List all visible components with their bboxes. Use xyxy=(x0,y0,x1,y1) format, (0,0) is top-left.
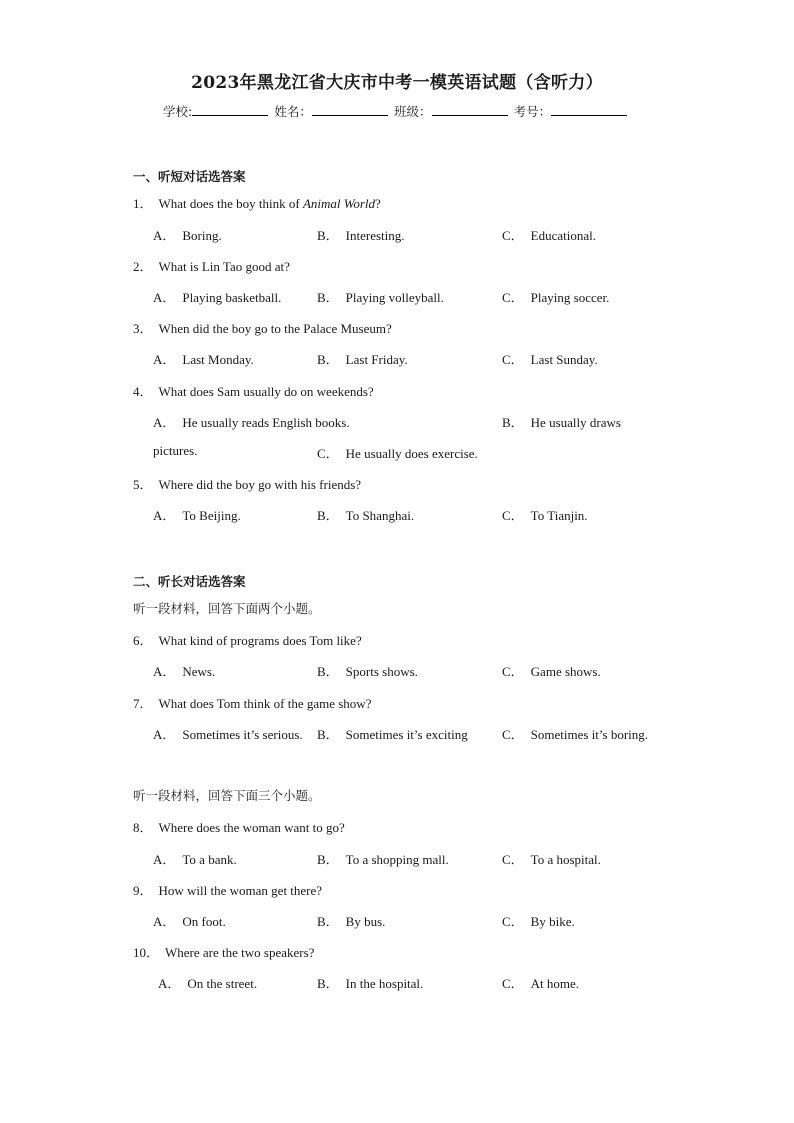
option-letter: A． xyxy=(158,976,181,991)
question-text: Where did the boy go with his friends? xyxy=(158,477,362,492)
question-number: 8． xyxy=(133,820,153,835)
option-letter: A． xyxy=(153,727,176,742)
option-text: To Shanghai. xyxy=(345,508,415,523)
option-letter: B． xyxy=(317,852,339,867)
option-letter: A． xyxy=(153,664,176,679)
option-letter: A． xyxy=(153,352,176,367)
option-9b[interactable] xyxy=(317,911,385,930)
question-number: 1． xyxy=(133,196,153,211)
question-7 xyxy=(133,693,371,712)
option-text: Boring. xyxy=(182,228,222,243)
option-text: By bus. xyxy=(345,914,386,929)
school-label: 学校: xyxy=(163,104,193,119)
exam-number-blank[interactable] xyxy=(551,103,627,116)
option-letter: C． xyxy=(502,508,524,523)
option-letter: A． xyxy=(153,508,176,523)
option-letter: B． xyxy=(317,228,339,243)
option-8b[interactable] xyxy=(317,849,449,868)
option-10c[interactable] xyxy=(502,973,579,992)
option-4b[interactable] xyxy=(502,412,621,431)
option-1b[interactable] xyxy=(317,225,405,244)
question-text: Where does the woman want to go? xyxy=(158,820,345,835)
name-blank[interactable] xyxy=(312,103,388,116)
option-letter: B． xyxy=(317,508,339,523)
option-text: On foot. xyxy=(182,914,226,929)
question-text: What does Sam usually do on weekends? xyxy=(158,384,374,399)
section-heading-2: 二、听长对话选答案 xyxy=(133,574,246,589)
option-3c[interactable] xyxy=(502,349,598,368)
option-10a[interactable] xyxy=(158,973,257,992)
option-text: News. xyxy=(182,664,216,679)
option-letter: B． xyxy=(317,914,339,929)
question-number: 2． xyxy=(133,259,153,274)
option-text: To a shopping mall. xyxy=(345,852,449,867)
question-number: 7． xyxy=(133,696,153,711)
question-number: 4． xyxy=(133,384,153,399)
question-text: Where are the two speakers? xyxy=(165,945,315,960)
option-text: To a bank. xyxy=(182,852,237,867)
option-letter: A． xyxy=(153,290,176,305)
option-text: To Tianjin. xyxy=(530,508,588,523)
option-4b-wrap: pictures. xyxy=(153,443,198,458)
option-letter: C． xyxy=(502,852,524,867)
question-number: 10． xyxy=(133,945,160,960)
question-2 xyxy=(133,256,290,275)
option-letter: B． xyxy=(317,290,339,305)
class-blank[interactable] xyxy=(432,103,508,116)
option-text: On the street. xyxy=(187,976,258,991)
option-2b[interactable] xyxy=(317,287,444,306)
option-text: Sometimes it’s serious. xyxy=(182,727,303,742)
class-label: 班级： xyxy=(394,104,432,119)
question-1 xyxy=(133,193,381,212)
question-9 xyxy=(133,880,322,899)
option-1c[interactable] xyxy=(502,225,596,244)
option-5a[interactable] xyxy=(153,505,241,524)
option-10b[interactable] xyxy=(317,973,423,992)
student-info-line xyxy=(163,102,629,120)
option-text: Last Monday. xyxy=(182,352,254,367)
option-9a[interactable] xyxy=(153,911,226,930)
option-text: Game shows. xyxy=(530,664,601,679)
page-title: 2023年黑龙江省大庆市中考一模英语试题（含听力） xyxy=(191,73,603,93)
name-label: 姓名： xyxy=(274,104,312,119)
question-number: 3． xyxy=(133,321,153,336)
option-letter: C． xyxy=(502,664,524,679)
question-text: What does Tom think of the game show? xyxy=(158,696,372,711)
option-9c[interactable] xyxy=(502,911,575,930)
option-text: By bike. xyxy=(530,914,575,929)
option-7a[interactable] xyxy=(153,724,303,743)
option-5b[interactable] xyxy=(317,505,414,524)
option-2c[interactable] xyxy=(502,287,609,306)
option-letter: B． xyxy=(317,727,339,742)
question-text: What is Lin Tao good at? xyxy=(158,259,290,274)
question-5 xyxy=(133,474,361,493)
instruction-note-1: 听一段材料，回答下面两个小题。 xyxy=(133,601,321,616)
option-letter: A． xyxy=(153,415,176,430)
option-letter: C． xyxy=(502,352,524,367)
option-text: Interesting. xyxy=(345,228,405,243)
option-4c[interactable] xyxy=(317,443,478,462)
option-7b[interactable] xyxy=(317,724,468,743)
question-10 xyxy=(133,942,314,961)
option-7c[interactable] xyxy=(502,724,648,743)
question-3 xyxy=(133,318,392,337)
option-letter: A． xyxy=(153,228,176,243)
option-text: He usually does exercise. xyxy=(345,446,478,461)
option-text: Sports shows. xyxy=(345,664,418,679)
option-text: Playing volleyball. xyxy=(345,290,444,305)
question-8 xyxy=(133,817,345,836)
question-text: When did the boy go to the Palace Museum? xyxy=(158,321,392,336)
option-text: Last Friday. xyxy=(345,352,408,367)
question-6 xyxy=(133,630,362,649)
option-text: Playing basketball. xyxy=(182,290,282,305)
school-blank[interactable] xyxy=(192,103,268,116)
option-letter: C． xyxy=(502,290,524,305)
option-text: Sometimes it’s boring. xyxy=(530,727,649,742)
option-letter: C． xyxy=(502,976,524,991)
option-text: Educational. xyxy=(530,228,597,243)
option-letter: C． xyxy=(502,914,524,929)
question-number: 9． xyxy=(133,883,153,898)
option-8c[interactable] xyxy=(502,849,601,868)
option-text: To Beijing. xyxy=(182,508,241,523)
option-letter: B． xyxy=(502,415,524,430)
option-6b[interactable] xyxy=(317,661,418,680)
option-letter: A． xyxy=(153,852,176,867)
option-6a[interactable] xyxy=(153,661,215,680)
option-letter: B． xyxy=(317,352,339,367)
section-heading-1: 一、听短对话选答案 xyxy=(133,169,246,184)
option-letter: C． xyxy=(317,446,339,461)
option-text: Last Sunday. xyxy=(530,352,598,367)
option-text: At home. xyxy=(530,976,580,991)
question-4 xyxy=(133,381,374,400)
option-1a[interactable] xyxy=(153,225,222,244)
option-6c[interactable] xyxy=(502,661,601,680)
question-text: What does the boy think of xyxy=(158,196,303,211)
option-text: Playing soccer. xyxy=(530,290,610,305)
question-text: How will the woman get there? xyxy=(158,883,323,898)
question-text-end: ? xyxy=(375,196,381,211)
option-2a[interactable] xyxy=(153,287,281,306)
question-number: 5． xyxy=(133,477,153,492)
option-5c[interactable] xyxy=(502,505,588,524)
option-4a[interactable] xyxy=(153,412,350,431)
option-8a[interactable] xyxy=(153,849,237,868)
question-text: What kind of programs does Tom like? xyxy=(158,633,362,648)
option-letter: B． xyxy=(317,664,339,679)
option-text: Sometimes it’s exciting xyxy=(345,727,468,742)
option-text: In the hospital. xyxy=(345,976,424,991)
option-letter: C． xyxy=(502,727,524,742)
option-letter: B． xyxy=(317,976,339,991)
option-letter: C． xyxy=(502,228,524,243)
option-text: To a hospital. xyxy=(530,852,601,867)
option-letter: A． xyxy=(153,914,176,929)
option-text: He usually reads English books. xyxy=(182,415,350,430)
option-3a[interactable] xyxy=(153,349,254,368)
option-3b[interactable] xyxy=(317,349,408,368)
question-title-italic: Animal World xyxy=(302,196,376,211)
exam-number-label: 考号： xyxy=(513,104,552,119)
option-text: He usually draws xyxy=(530,415,621,430)
instruction-note-2: 听一段材料，回答下面三个小题。 xyxy=(133,788,321,803)
question-number: 6． xyxy=(133,633,153,648)
